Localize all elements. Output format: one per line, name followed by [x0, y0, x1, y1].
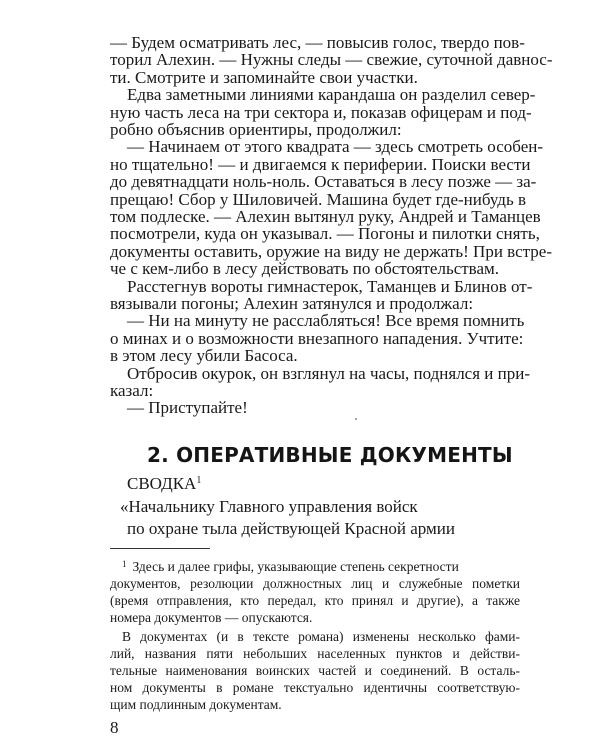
- text-line: казал:: [110, 381, 154, 400]
- text-line: вязывали погоны; Алехин затянулся и продолжал:: [110, 294, 474, 313]
- footnote-line: документов, резолюции должностных лиц и служебные пометки: [110, 576, 520, 591]
- text-line: Отбросив окурок, он взглянул на часы, поднялся и при-: [127, 363, 530, 383]
- document-title: [127, 473, 201, 495]
- text-line: че с кем-либо в лесу действовать по обстоятельствам.: [110, 259, 500, 279]
- footnote-text: Здесь и далее грифы, указывающие степень секретности: [132, 559, 459, 574]
- text-line: торил Алехин. — Нужны следы — свежие, суточной давнос-: [110, 50, 553, 70]
- text-line: — Начинаем от этого квадрата — здесь смотреть особен-: [127, 137, 544, 157]
- text-line: Едва заметными линиями карандаша он разделил север-: [127, 85, 536, 105]
- text-line: робно объяснив ориентиры, продолжил:: [110, 120, 402, 139]
- text-line: — Ни на минуту не расслабляться! Все время помнить: [127, 311, 525, 331]
- footnote-line: [122, 558, 520, 575]
- footnote-line: В документах (и в тексте романа) изменены несколько фами-: [122, 629, 520, 644]
- addressee-line: «Начальнику Главного управления войск: [120, 497, 418, 516]
- footnote-line: (время отправления, кто передал, кто принял и другие), а также: [110, 593, 520, 608]
- text-line: прещаю! Сбор у Шиловичей. Машина будет где-нибудь в: [110, 189, 526, 209]
- text-line: — Будем осматривать лес, — повысив голос, твердо пов-: [110, 33, 525, 52]
- addressee-line: по охране тыла действующей Красной армии: [127, 519, 456, 538]
- text-line: ную часть леса на три сектора и, показав офицерам и под-: [110, 102, 532, 122]
- text-line: — Приступайте!: [127, 398, 248, 418]
- text-line: о минах и о возможности внезапного нападения. Учтите:: [110, 328, 524, 348]
- text-line: до девятнадцати ноль-ноль. Оставаться в лесу позже — за-: [110, 172, 537, 192]
- text-line: том подлеске. — Алехин вытянул руку, Андрей и Таманцев: [110, 207, 541, 226]
- text-line: посмотрели, куда он указывал. — Погоны и пилотки снять,: [110, 224, 540, 244]
- footnote-line: ном документы в романе текстуально идентичны соответствую-: [110, 680, 520, 695]
- document-title-text: СВОДКА: [127, 474, 197, 493]
- page-number: 8: [110, 718, 119, 737]
- footnote-line: щим подлинным документам.: [110, 697, 282, 712]
- footnote-reference: 1: [196, 475, 202, 486]
- footnote-line: номера документов — опускаются.: [110, 610, 313, 625]
- footnote-line: тельные наименования воинских частей и соединений. В осталь-: [110, 663, 520, 678]
- text-line: документы оставить, оружие на виду не держать! При встре-: [110, 241, 552, 261]
- text-line: Расстегнув вороты гимнастерок, Таманцев и Блинов от-: [127, 276, 533, 296]
- text-line: в этом лесу убили Басоса.: [110, 346, 298, 366]
- footnote-line: лий, названия пяти небольших населенных пунктов и действи-: [110, 646, 520, 661]
- footnote-number: 1: [122, 559, 127, 569]
- page-speck: [355, 418, 357, 420]
- section-heading: 2. ОПЕРАТИВНЫЕ ДОКУМЕНТЫ: [147, 443, 513, 467]
- text-line: ти. Смотрите и запоминайте свои участки.: [110, 67, 418, 87]
- text-line: но тщательно! — и двигаемся к периферии. Поиски вести: [110, 154, 531, 174]
- footnote-separator: [110, 548, 210, 549]
